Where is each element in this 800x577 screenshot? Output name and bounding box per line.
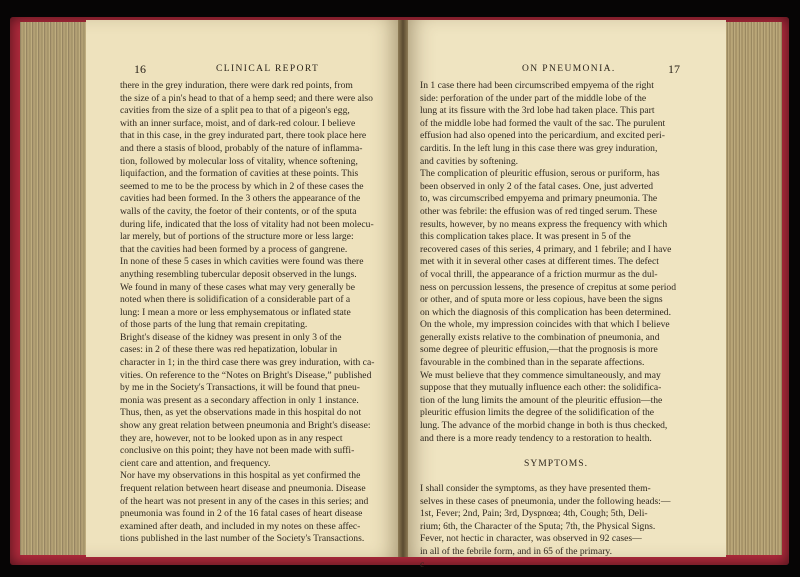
- text-line: tion, followed by molecular loss of vitality, whence softening,: [120, 155, 358, 167]
- text-line: pneumonia was found in 2 of the 16 fatal cases of heart disease: [120, 508, 363, 520]
- text-line: in all of the febrile form, and in 65 of the primary.: [420, 545, 612, 557]
- text-line: On the whole, my impression coincides with that which I believe: [420, 319, 670, 331]
- text-line: c: [420, 558, 425, 570]
- text-line: monia was present as a secondary affection in only 1 instance.: [120, 394, 359, 406]
- book-gutter: [398, 20, 408, 557]
- text-line: Thus, then, as yet the observations made in this hospital do not: [120, 407, 362, 419]
- text-line: liquifaction, and the formation of cavities at these points. This: [120, 168, 359, 180]
- text-line: Fever, not hectic in character, was observed in 92 cases—: [420, 533, 642, 545]
- text-line: of those parts of the lung that remain crepitating.: [120, 319, 308, 331]
- text-line: selves in these cases of pneumonia, under the following heads:—: [420, 495, 671, 507]
- text-line: there in the grey induration, there were dark red points, from: [120, 80, 353, 91]
- text-line: side: perforation of the under part of the middle lobe of the: [420, 92, 647, 104]
- text-line: seemed to me to be the process by which in 2 of these cases the: [120, 180, 364, 192]
- text-line: on which the diagnosis of this complication has been determined.: [420, 306, 671, 318]
- text-line: that in this case, in the grey indurated part, there took place here: [120, 130, 367, 142]
- text-line: Bright's disease of the kidney was present in only 3 of the: [120, 331, 342, 343]
- text-line: I shall consider the symptoms, as they have presented them-: [420, 483, 651, 494]
- right-page-number: 17: [668, 62, 680, 76]
- text-line: carditis. In the left lung in this case there was grey induration,: [420, 142, 658, 154]
- text-line: In 1 case there had been circumscribed empyema of the right: [420, 80, 654, 91]
- text-line: with an inner surface, moist, and of dark-red colour. I believe: [120, 117, 356, 129]
- text-line: and there is a more ready tendency to a restoration to health.: [420, 432, 652, 444]
- text-line: [420, 445, 692, 458]
- text-line: The complication of pleuritic effusion, serous or puriform, has: [420, 168, 660, 180]
- text-line: tions published in the last number of the Society's Transactions.: [120, 533, 365, 545]
- text-line: suppose that they mutually influence each other: the solidifica-: [420, 382, 662, 394]
- text-line: lung. The advance of the morbid change in both is thus checked,: [420, 420, 668, 432]
- text-line: lar merely, but of portions of the structure more or less large:: [120, 231, 354, 243]
- text-line: of vocal thrill, the appearance of a friction murmur as the dul-: [420, 268, 658, 280]
- right-page-edges: [722, 22, 782, 555]
- text-line: [420, 470, 692, 483]
- text-line: to, was circumscribed empyema and primary pneumonia. The: [420, 193, 658, 205]
- text-line: some degree of pleuritic effusion,—that the prognosis is more: [420, 344, 658, 356]
- text-line: they are, however, not to be looked upon as in any respect: [120, 432, 343, 444]
- text-line: or other, and of sputa more or less copious, have been the signs: [420, 294, 663, 306]
- text-line: other was febrile: the effusion was of red tinged serum. These: [420, 205, 658, 217]
- text-line: In none of these 5 cases in which cavities were found was there: [120, 256, 364, 268]
- text-line: the size of a pin's head to that of a hemp seed; and there were also: [120, 92, 373, 104]
- text-line: walls of the cavity, the foetor of their contents, or of the sputa: [120, 205, 357, 217]
- section-heading: SYMPTOMS.: [523, 457, 588, 469]
- text-line: lung at its fissure with the 3rd lobe had taken place. This part: [420, 105, 655, 117]
- text-line: of the middle lobe had formed the vault of the sac. The purulent: [420, 117, 666, 129]
- text-line: and there a stasis of blood, probably of the nature of inflamma-: [120, 142, 363, 154]
- text-line: examined after death, and included in my notes on these affec-: [120, 520, 361, 532]
- text-line: recovered cases of this series, 4 primary, and 1 febrile; and I have: [420, 243, 672, 255]
- text-line: show any great relation between pneumonia and Bright's disease:: [120, 420, 371, 432]
- text-line: met with it in several other cases at different times. The defect: [420, 256, 659, 268]
- text-line: frequent relation between heart disease and pneumonia. Disease: [120, 483, 366, 494]
- text-line: conclusive on this point; they have not been made with suffi-: [120, 445, 355, 457]
- right-page-text: [420, 80, 692, 571]
- text-line: effusion had also opened into the pericardium, and excited peri-: [420, 130, 665, 142]
- right-running-head: ON PNEUMONIA.: [522, 64, 616, 74]
- text-line: We must believe that they commence simultaneously, and may: [420, 369, 661, 381]
- text-line: vities. On reference to the “Notes on Bright's Disease,” published: [120, 369, 372, 381]
- text-line: this complication takes place. It was present in 5 of the: [420, 231, 631, 243]
- text-line: character in 1; in the third case there was grey induration, with ca-: [120, 357, 375, 369]
- text-line: generally exists relative to the combination of pneumonia, and: [420, 331, 660, 343]
- text-line: cient care and attention, and frequency.: [120, 457, 271, 469]
- text-line: noted when there is solidification of a considerable part of a: [120, 294, 351, 306]
- left-page-text: [120, 80, 388, 546]
- text-line: ness on percussion lessens, the presence of crepitus at some period: [420, 281, 677, 293]
- text-line: and cavities by softening.: [420, 155, 519, 167]
- text-line: during life, indicated that the loss of vitality had not been molecu-: [120, 218, 374, 230]
- text-line: anything resembling tubercular deposit observed in the lungs.: [120, 268, 357, 280]
- text-line: results, however, by no means express the frequency with which: [420, 218, 668, 230]
- text-line: tion of the lung limits the amount of the pleuritic effusion—the: [420, 394, 663, 406]
- text-line: cavities had been formed. In the 3 others the appearance of the: [120, 193, 361, 205]
- text-line: lung: I mean a more or less emphysematous or inflated state: [120, 306, 351, 318]
- text-line: by me in the Society's Transactions, it will be found that pneu-: [120, 382, 360, 394]
- text-line: that the cavities had been formed by a process of gangrene.: [120, 243, 348, 255]
- text-line: cavities from the size of a split pea to that of a pigeon's egg,: [120, 105, 350, 117]
- left-page-number: 16: [134, 62, 146, 76]
- text-line: been observed in only 2 of the fatal cases. One, just adverted: [420, 180, 654, 192]
- text-line: We found in many of these cases what may very generally be: [120, 281, 355, 293]
- text-line: pleuritic effusion limits the degree of the solidification of the: [420, 407, 655, 419]
- text-line: of the heart was not present in any of the cases in this series; and: [120, 495, 369, 507]
- text-line: cases: in 2 of these there was red hepatization, lobular in: [120, 344, 338, 356]
- text-line: favourable in the combined than in the separate affections.: [420, 357, 645, 369]
- left-page-edges: [20, 22, 88, 555]
- text-line: 1st, Fever; 2nd, Pain; 3rd, Dyspnœa; 4th, Cough; 5th, Deli-: [420, 508, 648, 520]
- left-running-head: CLINICAL REPORT: [216, 64, 320, 74]
- text-line: rium; 6th, the Character of the Sputa; 7th, the Physical Signs.: [420, 520, 656, 532]
- text-line: Nor have my observations in this hospital as yet confirmed the: [120, 470, 361, 482]
